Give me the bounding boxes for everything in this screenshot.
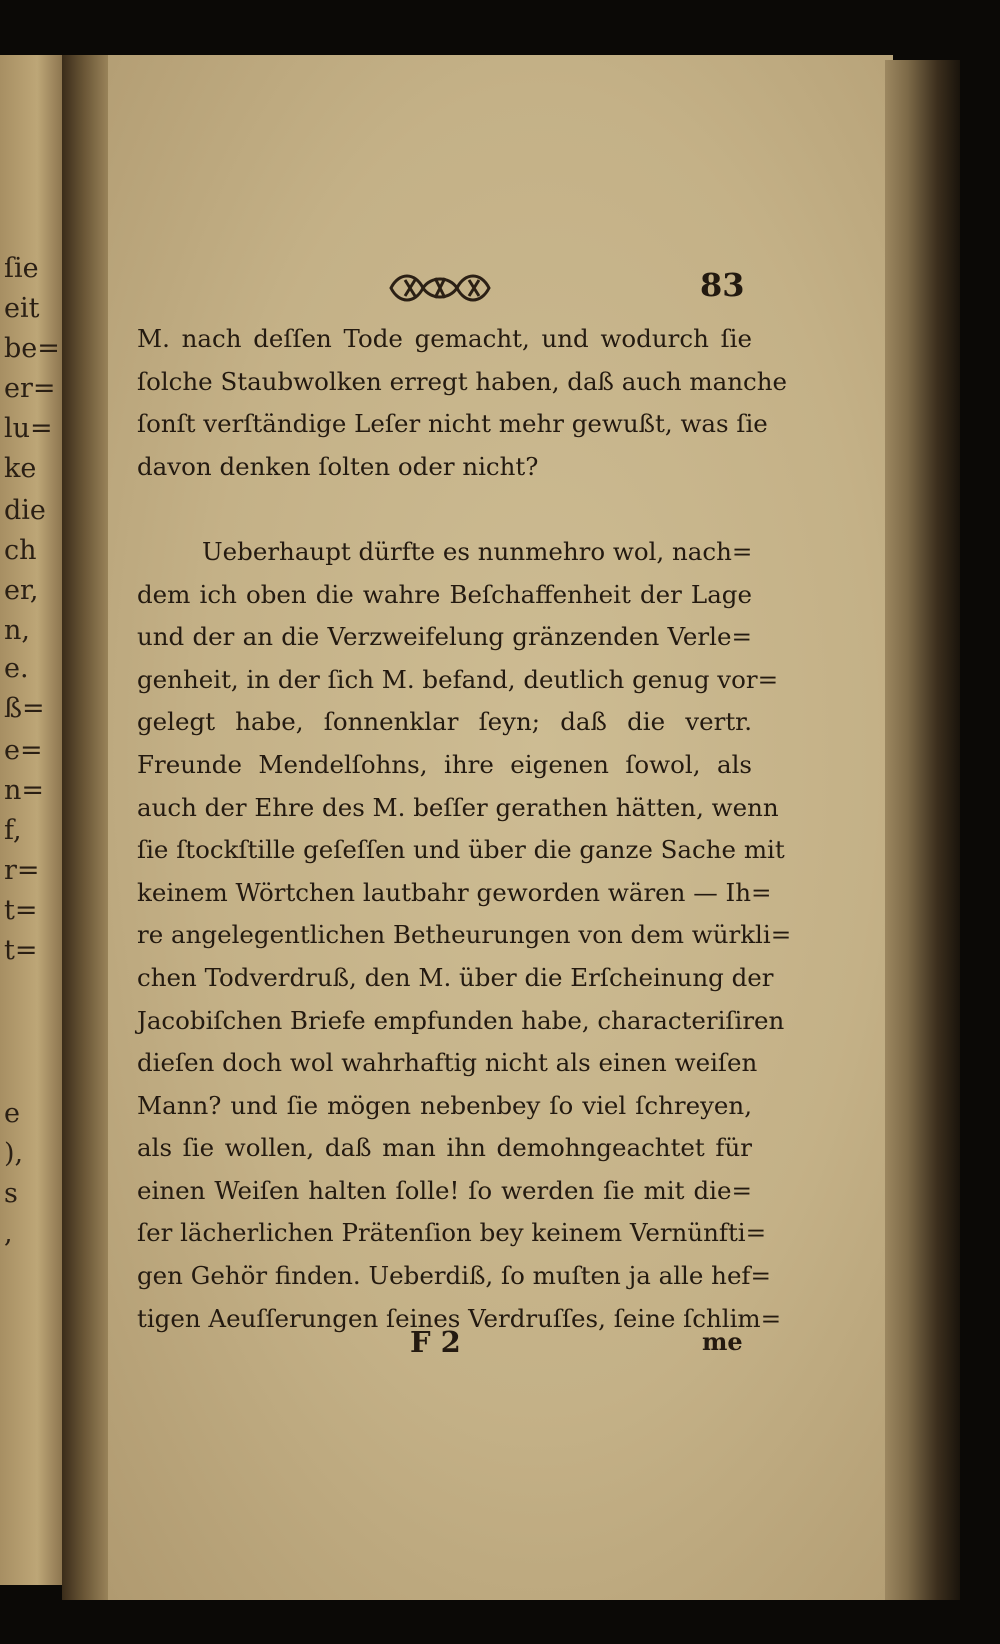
left-page-fragment: s: [4, 1178, 18, 1209]
page-number: 83: [700, 266, 745, 304]
text-line: Ueberhaupt dürfte es nunmehro wol, nach=: [202, 536, 753, 566]
left-page-fragment: n=: [4, 775, 45, 806]
left-page-fragment: r=: [4, 855, 40, 886]
signature-mark: F 2: [410, 1325, 461, 1359]
left-page-fragment: ,: [4, 1218, 13, 1249]
paragraph: [137, 531, 792, 1340]
text-line: re angelegentlichen Betheurungen von dem würkli=: [137, 920, 792, 950]
text-line: als ſie wollen, daß man ihn demohngeachtet für: [137, 1133, 752, 1163]
text-line: genheit, in der ſich M. befand, deutlich genug vor=: [137, 664, 779, 694]
left-page-fragment: t=: [4, 935, 38, 966]
book-page-edge: [885, 60, 960, 1600]
text-line: gen Gehör finden. Ueberdiß, ſo muſten ja alle hef=: [137, 1261, 772, 1291]
left-page-fragment: ke: [4, 453, 37, 484]
left-page-fragment: e=: [4, 735, 43, 766]
left-page-fragment: ch: [4, 535, 37, 566]
text-line: chen Todverdruß, den M. über die Erſcheinung der: [137, 962, 774, 992]
left-page-fragment: t=: [4, 895, 38, 926]
text-line: ſer lächerlichen Prätenſion bey keinem Vernünfti=: [137, 1218, 767, 1248]
text-line: einen Weiſen halten ſolle! ſo werden ſie mit die=: [137, 1175, 752, 1205]
text-line: ſolche Staubwolken erregt haben, daß auch manche: [137, 366, 788, 396]
header-ornament-icon: [385, 266, 495, 310]
text-line: und der an die Verzweifelung gränzenden Verle=: [137, 622, 752, 652]
left-page-fragment: lu=: [4, 413, 53, 444]
text-line: davon denken ſolten oder nicht?: [137, 451, 539, 481]
book-gutter: [62, 55, 112, 1600]
text-line: dieſen doch wol wahrhaftig nicht als einen weiſen: [137, 1048, 758, 1078]
text-line: keinem Wörtchen lautbahr geworden wären — Ih=: [137, 877, 772, 907]
text-line: Freunde Mendelſohns, ihre eigenen ſowol, als: [137, 749, 752, 779]
left-page-fragment: f,: [4, 815, 22, 846]
left-page-fragment: ſie: [4, 253, 39, 284]
left-page-edge: [0, 55, 62, 1585]
text-line: ſie ſtockſtille geſeſſen und über die ganze Sache mit: [137, 835, 785, 865]
left-page-fragment: ß=: [4, 693, 45, 724]
text-line: auch der Ehre des M. beſſer gerathen hätten, wenn: [137, 792, 779, 822]
left-page-fragment: er,: [4, 575, 39, 606]
left-page-fragment: e: [4, 1098, 20, 1129]
text-line: gelegt habe, ſonnenklar ſeyn; daß die vertr.: [137, 707, 752, 737]
text-line: dem ich oben die wahre Beſchaffenheit der Lage: [137, 579, 752, 609]
text-line: ſonſt verſtändige Leſer nicht mehr gewußt, was ſie: [137, 409, 768, 439]
page-body-text: [137, 318, 792, 1340]
left-page-fragment: e.: [4, 653, 29, 684]
text-line: tigen Aeuſſerungen ſeines Verdruſſes, ſeine ſchlim=: [137, 1303, 782, 1333]
left-page-fragment: n,: [4, 615, 30, 646]
text-line: M. nach deſſen Tode gemacht, und wodurch ſie: [137, 324, 752, 353]
left-page-fragment: ),: [4, 1138, 24, 1169]
paragraph-gap: [137, 488, 752, 531]
catchword: me: [702, 1327, 743, 1356]
left-page-fragment: die: [4, 495, 46, 526]
left-page-fragment: be=: [4, 333, 60, 364]
text-line: Jacobiſchen Briefe empfunden habe, characteriſiren: [137, 1005, 785, 1035]
paragraph: [137, 318, 788, 488]
left-page-fragment: er=: [4, 373, 56, 404]
left-page-fragment: eit: [4, 293, 40, 324]
text-line: Mann? und ſie mögen nebenbey ſo viel ſchreyen,: [137, 1090, 752, 1120]
